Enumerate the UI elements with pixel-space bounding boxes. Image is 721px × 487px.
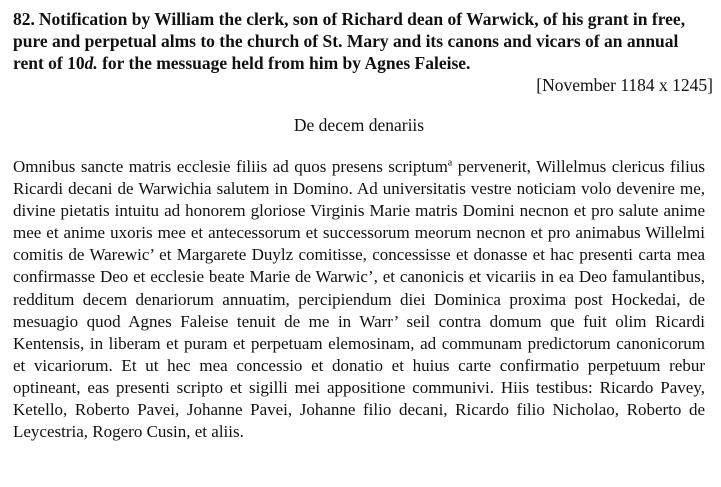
charter-subtitle: De decem denariis (293, 115, 425, 135)
body-text-part-2: pervenerit, Willelmus clericus filius Ricardi decani de Warwichia salutem in Domino. Ad universitatis vestre noticiam volo devenire me, divine pietatis intuitu ad honorem gloriose Virginis Marie matris Domini necnon et pro salute anime mee et anime uxoris mee et antecessorum et successorum meorum necnon et pro animabus Willelmi comitis de Warewic’ et Margarete Duylz comitisse, concessisse et donasse et hac presenti carta mea confirmasse Deo et ecclesie beate Marie de Warwic’, et canonicis et vicariis in ea Deo famulantibus, redditum decem denariorum annuatim, percipiendum diei Dominica proxima post Hockedai, de mesuagio quod Agnes Faleise tenuit de me in Warr’ seil contra domum que fuit olim Ricardi Kentensis, in liberam et puram et perpetuam elemosinam, ad communam predictorum canonicorum et vicariorum. Et ut hec mea concessio et donatio et huius carte confirmatio perpetuum rebur optineant, eas presenti scripto et sigilli mei appositione communivi. Hiis testibus: Ricardo Pavey, Ketello, Roberto Pavei, Johanne Pavei, Johanne filio decani, Ricardo filio Nicholao, Roberto de Leycestria, Rogero Cusin, et aliis. (13, 157, 705, 442)
heading-text-part-2: for the messuage held from him by Agnes Faleise. (97, 53, 471, 73)
charter-date: [November 1184 x 1245] (536, 75, 713, 95)
heading-text-italic: d. (84, 53, 98, 73)
heading-text-part-1: Notification by William the clerk, son of Richard dean of Warwick, of his grant in free, pure and perpetual alms to the church of St. Mary and its canons and vicars of an annual rent of 10 (13, 9, 686, 73)
footnote-marker: a (447, 157, 453, 169)
charter-heading (13, 8, 705, 74)
body-text-part-1: Omnibus sancte matris ecclesie filiis ad quos presens scriptum (13, 157, 448, 176)
charter-body (13, 156, 705, 443)
charter-number: 82. (13, 9, 35, 29)
